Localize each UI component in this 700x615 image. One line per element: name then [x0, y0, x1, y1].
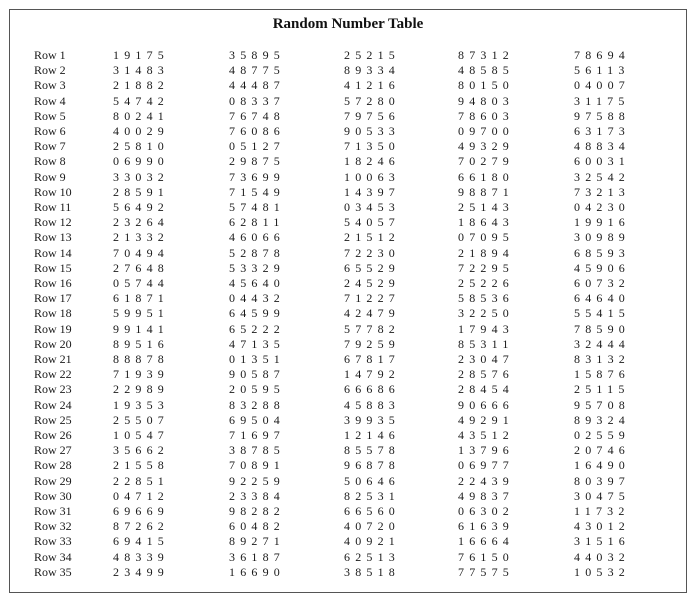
- digit-group: 70279: [458, 154, 514, 169]
- digit-group: 45883: [344, 397, 400, 412]
- digit-group: 31483: [113, 63, 169, 78]
- digit-group: 28454: [458, 382, 514, 397]
- digit-group: 54742: [113, 93, 169, 108]
- row-label: Row 32: [34, 519, 72, 534]
- table-row: [10, 337, 686, 352]
- digit-group: 56492: [113, 200, 169, 214]
- row-label: Row 6: [34, 124, 66, 138]
- table-row: [10, 458, 686, 473]
- digit-group: 40720: [344, 519, 400, 534]
- digit-group: 55415: [574, 306, 630, 321]
- digit-group: 89516: [113, 336, 169, 351]
- digit-group: 92259: [229, 473, 285, 488]
- digit-group: 52878: [229, 245, 285, 260]
- table-row: [10, 489, 686, 504]
- digit-group: 96878: [344, 458, 400, 473]
- digit-group: 16690: [229, 564, 285, 579]
- digit-group: 76086: [229, 124, 285, 138]
- table-row: [10, 428, 686, 443]
- row-label: Row 24: [34, 397, 72, 412]
- digit-group: 19916: [574, 215, 630, 230]
- digit-group: 21512: [344, 230, 400, 245]
- digit-group: 12146: [344, 428, 400, 442]
- digit-group: 25215: [344, 48, 400, 62]
- digit-group: 38785: [229, 443, 285, 458]
- digit-group: 90587: [229, 367, 285, 382]
- table-row: [10, 291, 686, 306]
- table-row: [10, 550, 686, 565]
- digit-group: 70891: [229, 458, 285, 473]
- digit-group: 85311: [458, 336, 514, 351]
- digit-group: 46066: [229, 230, 285, 245]
- digit-group: 48775: [229, 63, 285, 78]
- digit-group: 11732: [574, 504, 630, 518]
- row-label: Row 26: [34, 428, 72, 442]
- digit-group: 63173: [574, 124, 630, 138]
- digit-group: 62513: [344, 549, 400, 564]
- digit-group: 33032: [113, 169, 169, 184]
- digit-group: 25226: [458, 276, 514, 290]
- row-label: Row 5: [34, 108, 66, 123]
- digit-group: 23264: [113, 215, 169, 230]
- digit-group: 57782: [344, 321, 400, 336]
- table-row: [10, 443, 686, 458]
- digit-group: 22989: [113, 382, 169, 397]
- digit-group: 71939: [113, 367, 169, 382]
- digit-group: 25143: [458, 200, 514, 214]
- digit-group: 89324: [574, 412, 630, 427]
- digit-group: 17943: [458, 321, 514, 336]
- digit-group: 27648: [113, 260, 169, 275]
- digit-group: 28591: [113, 184, 169, 199]
- digit-group: 16664: [458, 534, 514, 549]
- digit-group: 35895: [229, 48, 285, 62]
- digit-group: 72295: [458, 260, 514, 275]
- table-row: [10, 246, 686, 261]
- table-row: [10, 215, 686, 230]
- digit-group: 13796: [458, 443, 514, 458]
- digit-group: 22851: [113, 473, 169, 488]
- row-label: Row 11: [34, 200, 72, 214]
- row-label: Row 31: [34, 504, 72, 518]
- digit-group: 25810: [113, 139, 169, 154]
- row-label: Row 18: [34, 306, 72, 321]
- digit-group: 65222: [229, 321, 285, 336]
- digit-group: 80241: [113, 108, 169, 123]
- digit-group: 20595: [229, 382, 285, 397]
- digit-group: 09700: [458, 124, 514, 138]
- digit-group: 23499: [113, 564, 169, 579]
- table-row: [10, 367, 686, 382]
- table-row: [10, 474, 686, 489]
- digit-group: 32542: [574, 169, 630, 184]
- digit-group: 18246: [344, 154, 400, 169]
- digit-group: 90666: [458, 397, 514, 412]
- table-row: [10, 413, 686, 428]
- digit-group: 30475: [574, 488, 630, 503]
- digit-group: 66560: [344, 504, 400, 518]
- digit-group: 25507: [113, 412, 169, 427]
- digit-group: 14792: [344, 367, 400, 382]
- digit-group: 29875: [229, 154, 285, 169]
- table-row: [10, 534, 686, 549]
- digit-group: 14397: [344, 184, 400, 199]
- digit-group: 98871: [458, 184, 514, 199]
- table-row: [10, 94, 686, 109]
- digit-group: 21882: [113, 78, 169, 93]
- digit-group: 48834: [574, 139, 630, 154]
- digit-group: 30989: [574, 230, 630, 245]
- digit-group: 31175: [574, 93, 630, 108]
- digit-group: 32444: [574, 336, 630, 351]
- digit-group: 88878: [113, 352, 169, 366]
- digit-group: 08337: [229, 93, 285, 108]
- digit-group: 31516: [574, 534, 630, 549]
- digit-group: 44032: [574, 549, 630, 564]
- digit-group: 01351: [229, 352, 285, 366]
- digit-group: 03453: [344, 200, 400, 214]
- digit-group: 40029: [113, 124, 169, 138]
- digit-group: 80397: [574, 473, 630, 488]
- row-label: Row 28: [34, 458, 72, 473]
- digit-group: 78590: [574, 321, 630, 336]
- digit-group: 98282: [229, 504, 285, 518]
- digit-group: 45906: [574, 260, 630, 275]
- digit-group: 21332: [113, 230, 169, 245]
- digit-group: 54057: [344, 215, 400, 230]
- table-row: [10, 261, 686, 276]
- digit-group: 57481: [229, 200, 285, 214]
- table-row: [10, 48, 686, 63]
- table-row: [10, 63, 686, 78]
- row-label: Row 7: [34, 139, 66, 154]
- row-label: Row 23: [34, 382, 72, 397]
- digit-group: 38518: [344, 564, 400, 579]
- row-label: Row 13: [34, 230, 72, 245]
- row-label: Row 19: [34, 321, 72, 336]
- digit-group: 78603: [458, 108, 514, 123]
- row-label: Row 17: [34, 291, 72, 306]
- row-label: Row 30: [34, 488, 72, 503]
- digit-group: 23384: [229, 488, 285, 503]
- digit-group: 83132: [574, 352, 630, 366]
- table-row: [10, 230, 686, 245]
- digit-group: 87312: [458, 48, 514, 62]
- digit-group: 24529: [344, 276, 400, 290]
- digit-group: 36187: [229, 549, 285, 564]
- digit-group: 99141: [113, 321, 169, 336]
- digit-group: 10547: [113, 428, 169, 442]
- table-row: [10, 398, 686, 413]
- digit-group: 20746: [574, 443, 630, 458]
- table-frame: [9, 9, 687, 593]
- digit-group: 43512: [458, 428, 514, 442]
- row-label: Row 20: [34, 336, 72, 351]
- table-row: [10, 139, 686, 154]
- table-row: [10, 109, 686, 124]
- digit-group: 82531: [344, 488, 400, 503]
- digit-group: 18643: [458, 215, 514, 230]
- digit-group: 80150: [458, 78, 514, 93]
- digit-group: 02559: [574, 428, 630, 442]
- digit-group: 40921: [344, 534, 400, 549]
- row-label: Row 1: [34, 48, 66, 62]
- digit-group: 69415: [113, 534, 169, 549]
- row-label: Row 15: [34, 260, 72, 275]
- digit-group: 79259: [344, 336, 400, 351]
- digit-group: 04712: [113, 488, 169, 503]
- digit-group: 58536: [458, 291, 514, 306]
- digit-group: 71549: [229, 184, 285, 199]
- digit-group: 50646: [344, 473, 400, 488]
- digit-group: 21894: [458, 245, 514, 260]
- digit-group: 07095: [458, 230, 514, 245]
- row-label: Row 22: [34, 367, 72, 382]
- table-row: [10, 322, 686, 337]
- table-row: [10, 124, 686, 139]
- digit-group: 15876: [574, 367, 630, 382]
- table-row: [10, 352, 686, 367]
- table-row: [10, 519, 686, 534]
- digit-group: 05744: [113, 276, 169, 290]
- digit-group: 05127: [229, 139, 285, 154]
- table-row: [10, 276, 686, 291]
- digit-group: 71227: [344, 291, 400, 306]
- digit-group: 66686: [344, 382, 400, 397]
- digit-group: 72230: [344, 245, 400, 260]
- digit-group: 06990: [113, 154, 169, 169]
- row-label: Row 3: [34, 78, 66, 93]
- table-row: [10, 154, 686, 169]
- row-label: Row 2: [34, 63, 66, 78]
- digit-group: 21558: [113, 458, 169, 473]
- digit-group: 19175: [113, 48, 169, 62]
- digit-group: 85578: [344, 443, 400, 458]
- digit-group: 10532: [574, 564, 630, 579]
- digit-group: 65529: [344, 260, 400, 275]
- digit-group: 45640: [229, 276, 285, 290]
- table-row: [10, 185, 686, 200]
- table-row: [10, 78, 686, 93]
- digit-group: 61639: [458, 519, 514, 534]
- digit-group: 90533: [344, 124, 400, 138]
- digit-group: 47135: [229, 336, 285, 351]
- digit-group: 04432: [229, 291, 285, 306]
- digit-group: 61871: [113, 291, 169, 306]
- digit-group: 69504: [229, 412, 285, 427]
- table-row: [10, 170, 686, 185]
- digit-group: 48585: [458, 63, 514, 78]
- digit-group: 70494: [113, 245, 169, 260]
- digit-group: 83288: [229, 397, 285, 412]
- digit-group: 76150: [458, 549, 514, 564]
- digit-group: 16490: [574, 458, 630, 473]
- digit-group: 76748: [229, 108, 285, 123]
- digit-group: 42479: [344, 306, 400, 321]
- digit-group: 71350: [344, 139, 400, 154]
- digit-group: 49291: [458, 412, 514, 427]
- digit-group: 62811: [229, 215, 285, 230]
- digit-group: 66180: [458, 169, 514, 184]
- table-row: [10, 565, 686, 580]
- digit-group: 87262: [113, 519, 169, 534]
- digit-group: 97588: [574, 108, 630, 123]
- digit-group: 60031: [574, 154, 630, 169]
- digit-group: 39935: [344, 412, 400, 427]
- digit-group: 77575: [458, 564, 514, 579]
- row-label: Row 35: [34, 564, 72, 579]
- digit-group: 43012: [574, 519, 630, 534]
- digit-group: 94803: [458, 93, 514, 108]
- digit-group: 73699: [229, 169, 285, 184]
- digit-group: 68593: [574, 245, 630, 260]
- digit-group: 19353: [113, 397, 169, 412]
- digit-group: 60732: [574, 276, 630, 290]
- digit-group: 53329: [229, 260, 285, 275]
- digit-group: 60482: [229, 519, 285, 534]
- digit-group: 59951: [113, 306, 169, 321]
- row-label: Row 8: [34, 154, 66, 169]
- digit-group: 89271: [229, 534, 285, 549]
- digit-group: 79756: [344, 108, 400, 123]
- digit-group: 06977: [458, 458, 514, 473]
- digit-group: 49329: [458, 139, 514, 154]
- digit-group: 41216: [344, 78, 400, 93]
- row-label: Row 9: [34, 169, 66, 184]
- digit-group: 06302: [458, 504, 514, 518]
- row-label: Row 27: [34, 443, 72, 458]
- digit-group: 64599: [229, 306, 285, 321]
- digit-group: 69669: [113, 504, 169, 518]
- digit-group: 22439: [458, 473, 514, 488]
- table-row: [10, 504, 686, 519]
- digit-group: 32250: [458, 306, 514, 321]
- digit-group: 25115: [574, 382, 630, 397]
- digit-group: 44487: [229, 78, 285, 93]
- table-row: [10, 306, 686, 321]
- digit-group: 49837: [458, 488, 514, 503]
- digit-group: 73213: [574, 184, 630, 199]
- digit-group: 35662: [113, 443, 169, 458]
- digit-group: 28576: [458, 367, 514, 382]
- page-title: Random Number Table: [272, 16, 424, 32]
- row-label: Row 34: [34, 549, 72, 564]
- digit-group: 67817: [344, 352, 400, 366]
- row-label: Row 21: [34, 352, 72, 366]
- row-label: Row 16: [34, 276, 72, 290]
- row-label: Row 10: [34, 184, 72, 199]
- row-label: Row 33: [34, 534, 72, 549]
- row-label: Row 12: [34, 215, 72, 230]
- digit-group: 10063: [344, 169, 400, 184]
- table-row: [10, 200, 686, 215]
- digit-group: 64640: [574, 291, 630, 306]
- digit-group: 04230: [574, 200, 630, 214]
- row-label: Row 29: [34, 473, 72, 488]
- digit-group: 89334: [344, 63, 400, 78]
- digit-group: 78694: [574, 48, 630, 62]
- digit-group: 04007: [574, 78, 630, 93]
- row-label: Row 4: [34, 93, 66, 108]
- digit-group: 95708: [574, 397, 630, 412]
- digit-group: 57280: [344, 93, 400, 108]
- row-label: Row 14: [34, 245, 72, 260]
- digit-group: 48339: [113, 549, 169, 564]
- table-row: [10, 382, 686, 397]
- digit-group: 23047: [458, 352, 514, 366]
- row-label: Row 25: [34, 412, 72, 427]
- digit-group: 56113: [574, 63, 630, 78]
- digit-group: 71697: [229, 428, 285, 442]
